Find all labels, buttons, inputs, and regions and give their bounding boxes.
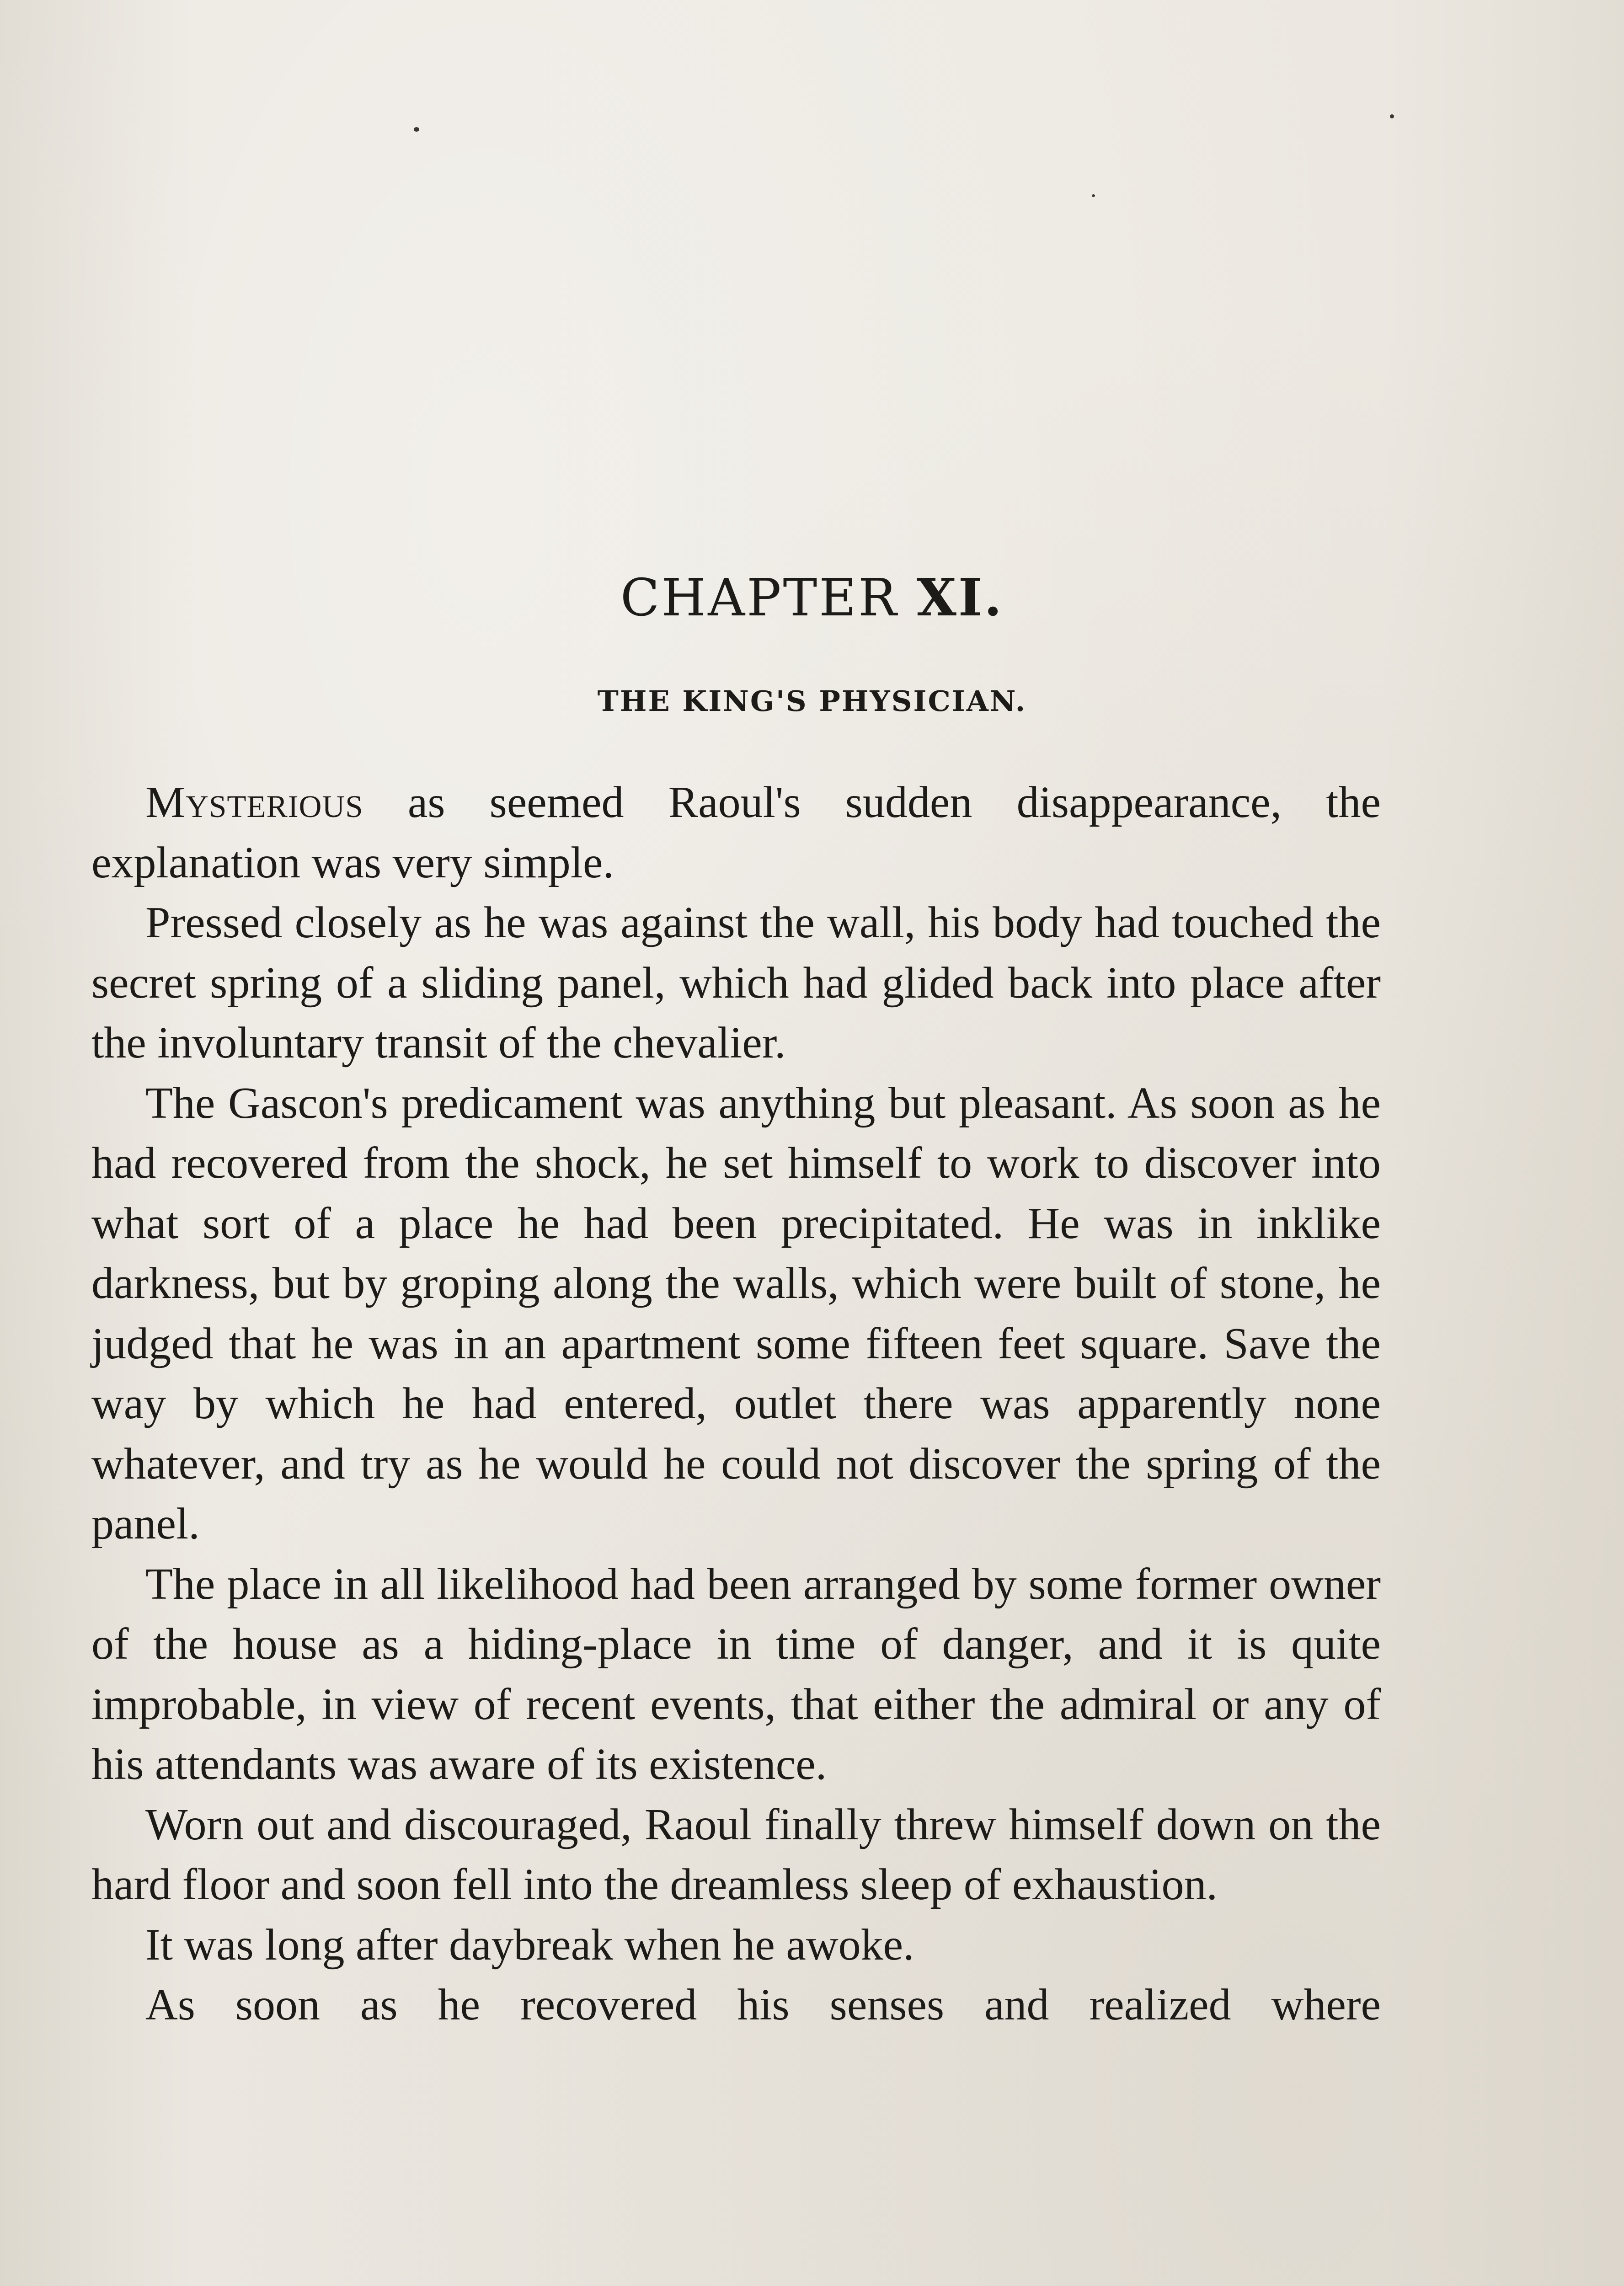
chapter-subtitle: THE KING'S PHYSICIAN. — [597, 684, 1027, 718]
chapter-body — [91, 773, 1381, 2035]
paragraph: As soon as he recovered his senses and realized where — [145, 1980, 1381, 2030]
paper-speck — [414, 127, 419, 132]
paragraph: Pressed closely as he was against the wall, his body had touched the secret spring of a sliding panel, which had glided back into place after the involuntary transit of the chevalier. — [91, 898, 1381, 1068]
chapter-label: CHAPTER — [620, 568, 899, 628]
paragraph: The Gascon's predicament was anything but pleasant. As soon as he had recovered from the shock, he set himself to work to discover into what sort of a place he had been precipitated. He was in inklike darkness, but by groping along the walls, which were built of stone, he judged that he was in an apartment some fifteen feet square. Save the way by which he had entered, outlet there was apparently none whatever, and try as he would he could not discover the spring of the panel. — [91, 1078, 1381, 1549]
paper-speck — [1390, 114, 1394, 118]
paragraph-text: as seemed Raoul's sudden disappearance, the explanation was very simple. — [91, 778, 1381, 887]
paragraph: Worn out and discouraged, Raoul finally threw himself down on the hard floor and soon fell into the dreamless sleep of exhaustion. — [91, 1800, 1381, 1909]
chapter-heading — [0, 566, 1624, 630]
paragraph — [91, 773, 1381, 893]
paragraph-lead-word: Mysterious — [145, 778, 363, 827]
chapter-number: XI. — [916, 568, 1004, 628]
paragraph: It was long after daybreak when he awoke. — [145, 1920, 914, 1970]
paper-speck — [1092, 194, 1095, 197]
paragraph: The place in all likelihood had been arranged by some former owner of the house as a hiding-place in time of danger, and it is quite improbable, in view of recent events, that either the admiral or any of his attendants was aware of its existence. — [91, 1559, 1381, 1789]
